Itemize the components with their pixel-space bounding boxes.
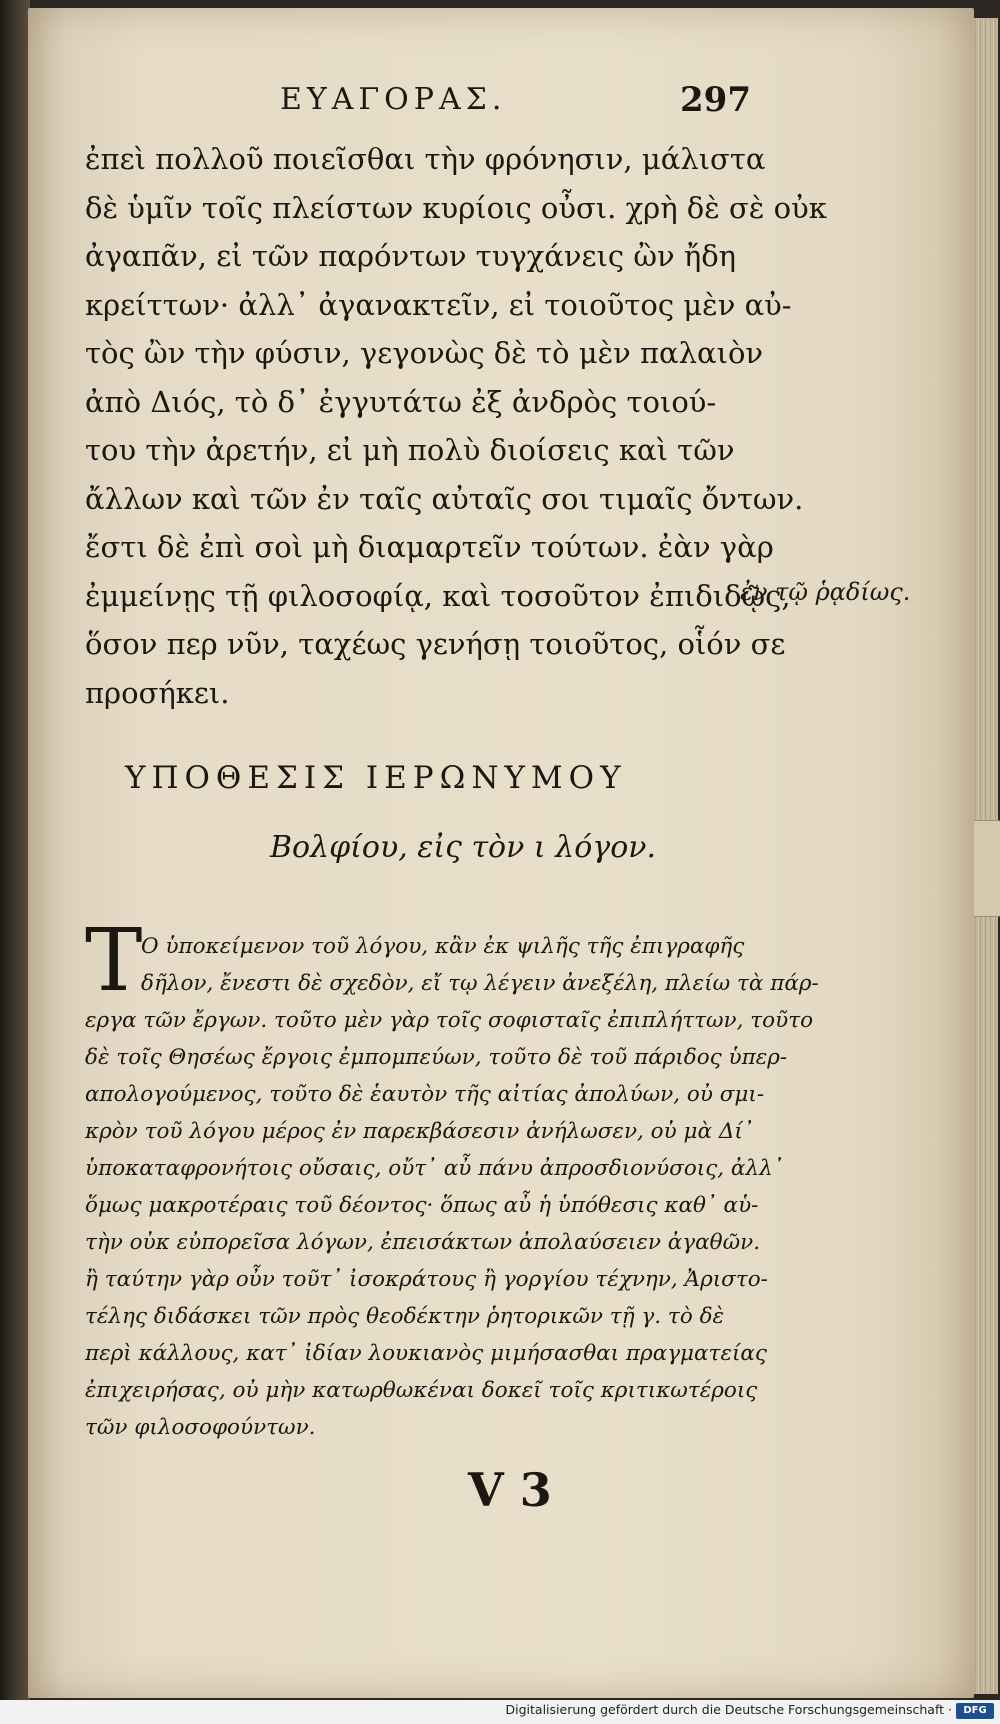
text-line: δῆλον, ἔνεστι δὲ σχεδὸν, εἴ τῳ λέγειν ἀνεξέλη, πλείω τὰ πάρ- <box>141 971 819 996</box>
text-line: ὑποκαταφρονήτοις οὔσαις, οὔτ᾽ αὖ πάνυ ἀπροσδιονύσοις, ἀλλ᾽ <box>85 1156 784 1181</box>
text-line: εργα τῶν ἔργων. τοῦτο μὲν γὰρ τοῖς σοφισταῖς ἐπιπλήττων, τοῦτο <box>85 1008 814 1033</box>
text-line: δὲ ὑμῖν τοῖς πλείστων κυρίοις οὖσι. χρὴ δὲ σὲ οὐκ <box>85 190 827 225</box>
dfg-logo-icon: DFG <box>956 1703 994 1719</box>
margin-note: ἐν τῷ ῥᾳδίως. <box>740 578 911 606</box>
digitization-credit: Digitalisierung gefördert durch die Deutsche Forschungsgemeinschaft · <box>505 1702 952 1717</box>
drop-cap: Τ <box>85 911 143 1011</box>
text-line: ἔστι δὲ ἐπὶ σοὶ μὴ διαμαρτεῖν τούτων. ἐὰν γὰρ <box>85 530 774 564</box>
running-header: ΕΥΑΓΟΡΑΣ. <box>280 82 507 117</box>
text-line: τὴν οὐκ εὐπορεῖσα λόγων, ἐπεισάκτων ἀπολαύσειεν ἀγαθῶν. <box>85 1230 761 1255</box>
text-line: δὲ τοῖς Θησέως ἔργοις ἐμπομπεύων, τοῦτο δὲ τοῦ πάριδος ὑπερ- <box>85 1045 788 1070</box>
text-line: τέλης διδάσκει τῶν πρὸς θεοδέκτην ῥητορικῶν τῇ γ. τὸ δὲ <box>85 1304 725 1329</box>
signature-mark: V 3 <box>468 1463 552 1517</box>
text-line: ἐμμείνῃς τῇ φιλοσοφίᾳ, καὶ τοσοῦτον ἐπιδιδῷς, <box>85 578 791 613</box>
book-spine <box>0 0 30 1724</box>
section-title: ΥΠΟΘΕΣΙΣ ΙΕΡΩΝΥΜΟΥ <box>125 760 627 796</box>
text-line: τὸς ὢν τὴν φύσιν, γεγονὼς δὲ τὸ μὲν παλαιὸν <box>85 336 764 370</box>
text-line: προσήκει. <box>85 675 230 710</box>
text-line: ἀγαπᾶν, εἰ τῶν παρόντων τυγχάνεις ὢν ἤδη <box>85 239 737 273</box>
text-line: ἐπιχειρήσας, οὐ μὴν κατωρθωκέναι δοκεῖ τοῖς κριτικωτέροις <box>85 1378 758 1403</box>
text-line: του τὴν ἀρετήν, εἰ μὴ πολὺ διοίσεις καὶ τῶν <box>85 433 735 467</box>
text-line: ἀπὸ Διός, τὸ δ᾽ ἐγγυτάτω ἐξ ἀνδρὸς τοιού- <box>85 384 717 419</box>
text-line: κρείττων· ἀλλ᾽ ἀγανακτεῖν, εἰ τοιοῦτος μὲν αὐ- <box>85 287 792 322</box>
text-line: ἐπεὶ πολλοῦ ποιεῖσθαι τὴν φρόνησιν, μάλιστα <box>85 142 766 176</box>
section-subtitle: Βολφίου, εἰς τὸν ι λόγον. <box>270 830 657 865</box>
text-line: τῶν φιλοσοφούντων. <box>85 1415 316 1440</box>
text-line: ὅμως μακροτέραις τοῦ δέοντος· ὅπως αὖ ἡ ὑπόθεσις καθ᾽ αὑ- <box>85 1193 759 1218</box>
text-line: Ο ὑποκείμενον τοῦ λόγου, κἂν ἐκ ψιλῆς τῆς ἐπιγραφῆς <box>141 934 745 959</box>
text-line: ἢ ταύτην γὰρ οὖν τοῦτ᾽ ἰσοκράτους ἢ γοργίου τέχνην, Ἀριστο- <box>85 1267 768 1292</box>
text-line: περὶ κάλλους, κατ᾽ ἰδίαν λουκιανὸς μιμήσασθαι πραγματείας <box>85 1341 767 1366</box>
text-line: κρὸν τοῦ λόγου μέρος ἐν παρεκβάσεσιν ἀνήλωσεν, οὐ μὰ Δί᾽ <box>85 1119 754 1144</box>
page-number: 297 <box>680 80 751 120</box>
text-line: ἄλλων καὶ τῶν ἐν ταῖς αὐταῖς σοι τιμαῖς ὄντων. <box>85 481 804 516</box>
text-line: απολογούμενος, τοῦτο δὲ ἑαυτὸν τῆς αἰτίας ἀπολύων, οὐ σμι- <box>85 1082 765 1107</box>
intro-text-block <box>85 928 819 1446</box>
text-line: ὅσον περ νῦν, ταχέως γενήσῃ τοιοῦτος, οἷόν σε <box>85 627 786 661</box>
